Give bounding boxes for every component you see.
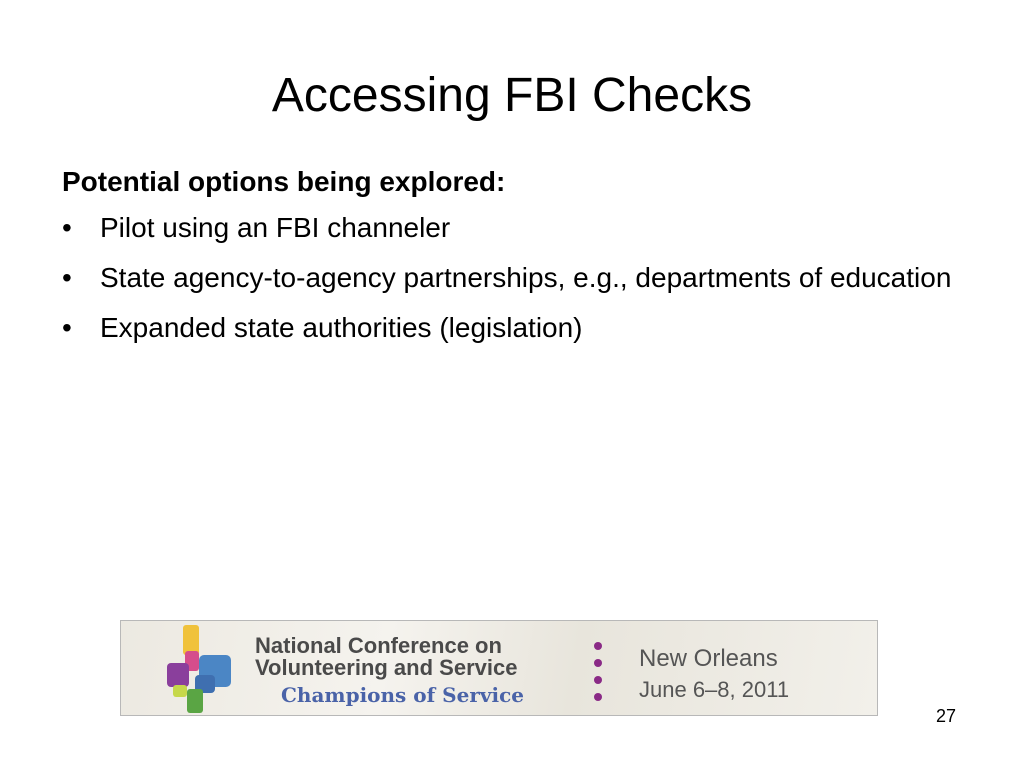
subheading: Potential options being explored: — [62, 166, 506, 197]
list-item — [62, 208, 962, 248]
conference-city: New Orleans — [639, 645, 778, 672]
bullet-icon: • — [62, 212, 72, 243]
list-item — [62, 258, 962, 298]
bullet-list — [62, 208, 962, 348]
list-item-text: Pilot using an FBI channeler — [100, 212, 451, 243]
conference-name-line: Volunteering and Service — [255, 655, 518, 680]
slide-title: Accessing FBI Checks — [271, 69, 753, 122]
page-number: 27 — [936, 706, 957, 726]
separator-dots-icon — [593, 641, 603, 701]
bullet-icon: • — [62, 262, 72, 293]
bullet-icon: • — [62, 312, 72, 343]
list-item — [62, 308, 962, 348]
list-item-text: Expanded state authorities (legislation) — [100, 312, 583, 343]
conference-dates: June 6–8, 2011 — [639, 677, 790, 702]
conference-tagline: Champions of Service — [281, 683, 524, 707]
list-item-text: State agency-to-agency partnerships, e.g., departments of education — [100, 262, 952, 293]
conference-logo-icon — [165, 623, 237, 715]
conference-name-line: National Conference on — [255, 633, 502, 658]
conference-banner — [120, 620, 878, 716]
slide-content — [62, 162, 962, 358]
conference-name — [255, 635, 517, 679]
